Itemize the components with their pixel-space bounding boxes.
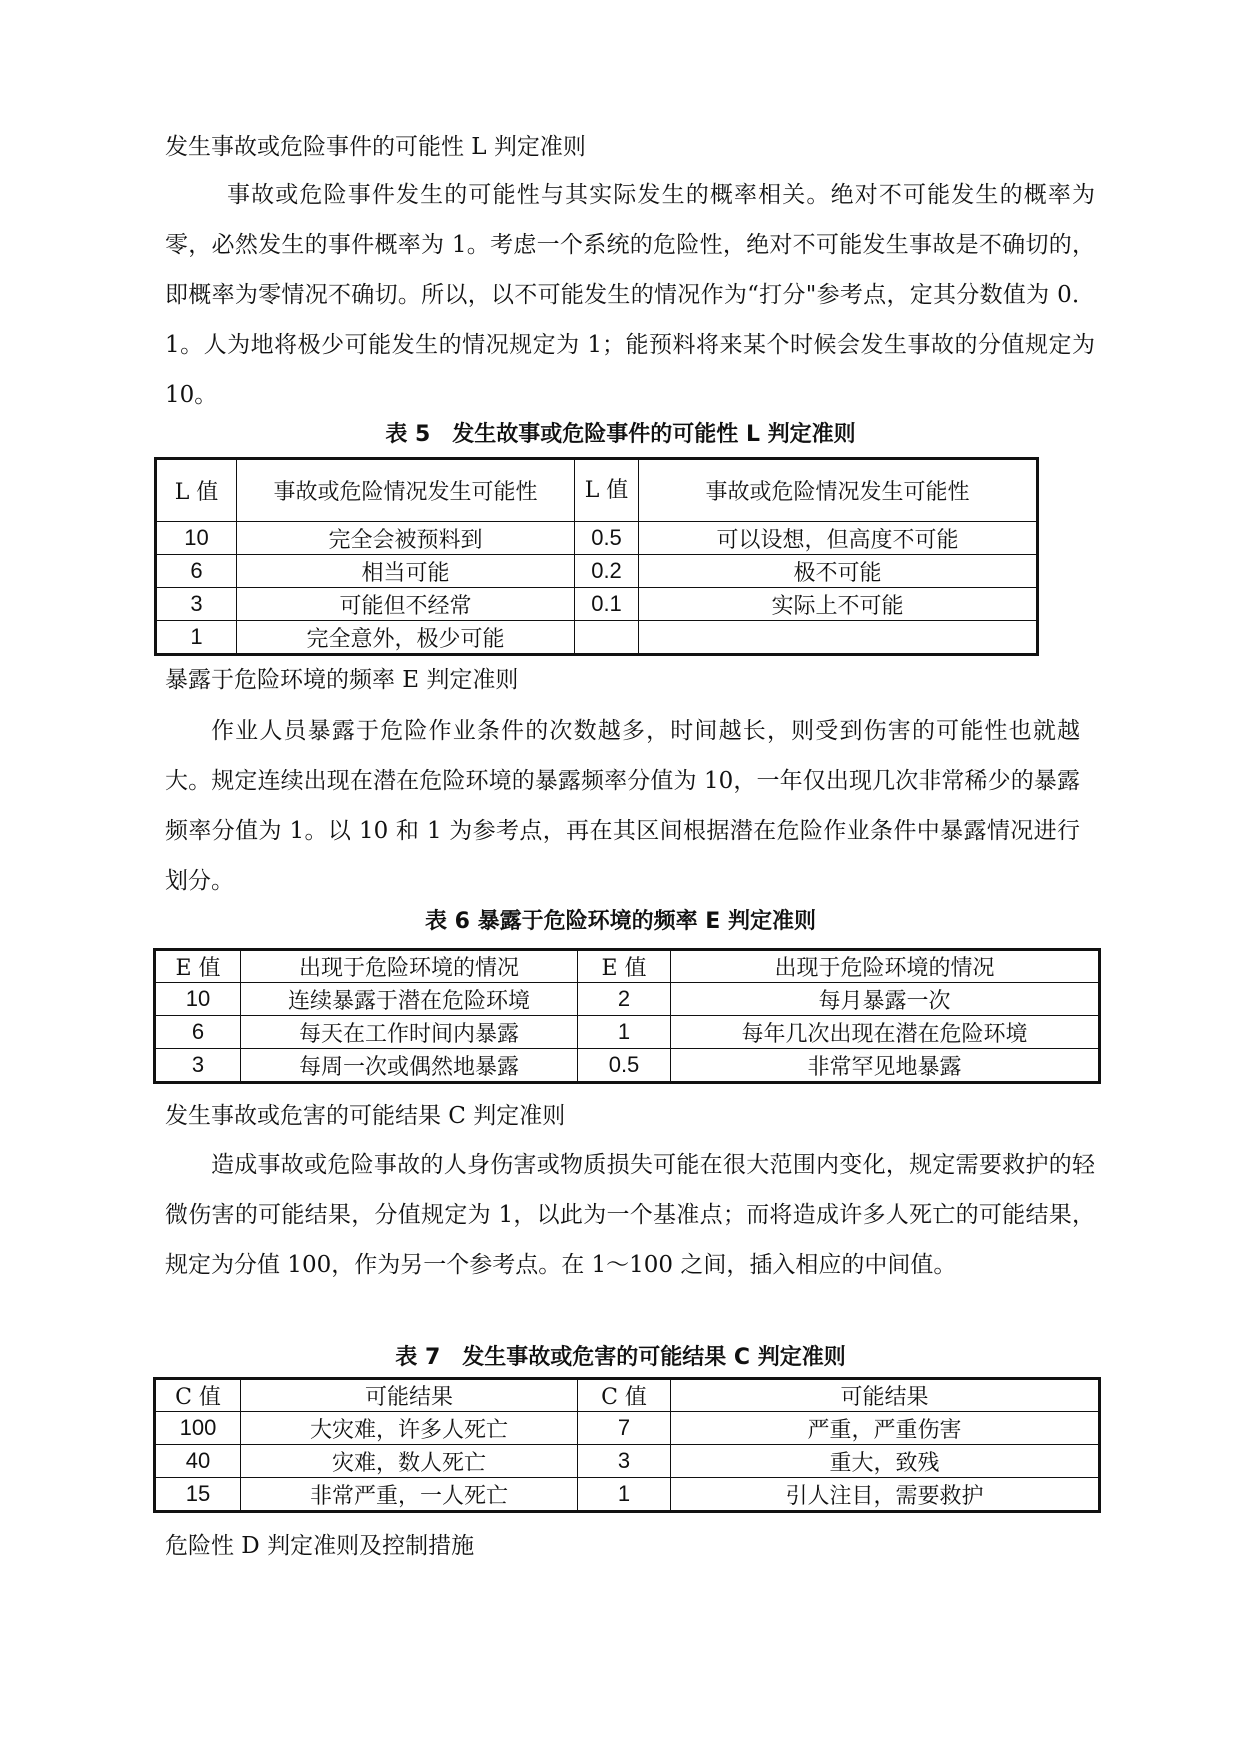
table7-caption: 表 7 发生事故或危害的可能结果 C 判定准则: [395, 1345, 846, 1370]
value-cell: 3: [156, 1049, 241, 1082]
text-cell: 极不可能: [639, 555, 1037, 588]
value-cell: 3: [578, 1445, 671, 1478]
value-cell: 1: [578, 1016, 671, 1049]
header-cell: 可能结果: [241, 1380, 578, 1412]
table5-caption: 表 5 发生故事或危险事件的可能性 L 判定准则: [385, 422, 856, 447]
text-cell: 可以设想，但高度不可能: [639, 522, 1037, 555]
value-cell: 1: [578, 1478, 671, 1511]
header-cell: L 值: [575, 460, 639, 522]
header-cell: 出现于危险环境的情况: [671, 951, 1099, 983]
table-row: [156, 1016, 1099, 1049]
paragraph-e: 作业人员暴露于危险作业条件的次数越多，时间越长，则受到伤害的可能性也就越大。规定连续出现在潜在危险环境的暴露频率分值为 10，一年仅出现几次非常稀少的暴露频率分值为 1。以 10 和 1 为参考点，再在其区间根据潜在危险作业条件中暴露情况进行划分。: [165, 718, 1080, 894]
value-cell: 40: [156, 1445, 241, 1478]
text-cell: 灾难，数人死亡: [241, 1445, 578, 1478]
value-cell: 0.5: [575, 522, 639, 555]
value-cell: 1: [157, 621, 237, 654]
table6: [155, 950, 1099, 1082]
section-heading-e: 暴露于危险环境的频率 E 判定准则: [165, 667, 519, 693]
text-cell: 完全会被预料到: [237, 522, 575, 555]
text-cell: [639, 621, 1037, 654]
text-cell: 每天在工作时间内暴露: [241, 1016, 578, 1049]
section-heading-l: 发生事故或危险事件的可能性 L 判定准则: [165, 134, 586, 160]
value-cell: 7: [578, 1412, 671, 1445]
table-row: [156, 983, 1099, 1016]
header-cell: C 值: [156, 1380, 241, 1412]
table7: [155, 1379, 1099, 1511]
text-cell: 连续暴露于潜在危险环境: [241, 983, 578, 1016]
table-header-row: [156, 1380, 1099, 1412]
value-cell: 2: [578, 983, 671, 1016]
section-heading-c: 发生事故或危害的可能结果 C 判定准则: [165, 1103, 566, 1129]
table-row: [157, 555, 1037, 588]
value-cell: 0.2: [575, 555, 639, 588]
table6-caption: 表 6 暴露于危险环境的频率 E 判定准则: [425, 909, 816, 934]
value-cell: 3: [157, 588, 237, 621]
value-cell: 15: [156, 1478, 241, 1511]
table-header-row: [157, 460, 1037, 522]
table-row: [156, 1478, 1099, 1511]
table-row: [157, 588, 1037, 621]
paragraph-l: 事故或危险事件发生的可能性与其实际发生的概率相关。绝对不可能发生的概率为零，必然发生的事件概率为 1。考虑一个系统的危险性，绝对不可能发生事故是不确切的，即概率为零情况不确切。所以，以不可能发生的情况作为“打分"参考点，定其分数值为 0．1。人为地将极少可能发生的情况规定为 1；能预料将来某个时候会发生事故的分值规定为 10。: [165, 182, 1095, 408]
header-cell: L 值: [157, 460, 237, 522]
header-cell: E 值: [156, 951, 241, 983]
table-row: [156, 1049, 1099, 1082]
value-cell: 6: [157, 555, 237, 588]
value-cell: 100: [156, 1412, 241, 1445]
text-cell: 实际上不可能: [639, 588, 1037, 621]
paragraph-c: 造成事故或危险事故的人身伤害或物质损失可能在很大范围内变化，规定需要救护的轻微伤害的可能结果，分值规定为 1，以此为一个基准点；而将造成许多人死亡的可能结果，规定为分值 100，作为另一个参考点。在 1～100 之间，插入相应的中间值。: [165, 1152, 1095, 1278]
value-cell: 10: [157, 522, 237, 555]
header-cell: 事故或危险情况发生可能性: [237, 460, 575, 522]
text-cell: 大灾难，许多人死亡: [241, 1412, 578, 1445]
text-cell: 每年几次出现在潜在危险环境: [671, 1016, 1099, 1049]
header-cell: 可能结果: [671, 1380, 1099, 1412]
section-heading-d: 危险性 D 判定准则及控制措施: [165, 1533, 475, 1559]
table-row: [156, 1445, 1099, 1478]
value-cell: 0.1: [575, 588, 639, 621]
value-cell: [575, 621, 639, 654]
header-cell: C 值: [578, 1380, 671, 1412]
text-cell: 完全意外，极少可能: [237, 621, 575, 654]
text-cell: 引人注目，需要救护: [671, 1478, 1099, 1511]
text-cell: 相当可能: [237, 555, 575, 588]
table-header-row: [156, 951, 1099, 983]
text-cell: 非常严重，一人死亡: [241, 1478, 578, 1511]
text-cell: 每周一次或偶然地暴露: [241, 1049, 578, 1082]
table-row: [157, 522, 1037, 555]
text-cell: 严重，严重伤害: [671, 1412, 1099, 1445]
text-cell: 重大，致残: [671, 1445, 1099, 1478]
table-row: [156, 1412, 1099, 1445]
table-row: [157, 621, 1037, 654]
value-cell: 6: [156, 1016, 241, 1049]
value-cell: 10: [156, 983, 241, 1016]
value-cell: 0.5: [578, 1049, 671, 1082]
header-cell: E 值: [578, 951, 671, 983]
header-cell: 出现于危险环境的情况: [241, 951, 578, 983]
header-cell: 事故或危险情况发生可能性: [639, 460, 1037, 522]
text-cell: 非常罕见地暴露: [671, 1049, 1099, 1082]
text-cell: 可能但不经常: [237, 588, 575, 621]
table5: [156, 459, 1037, 654]
text-cell: 每月暴露一次: [671, 983, 1099, 1016]
